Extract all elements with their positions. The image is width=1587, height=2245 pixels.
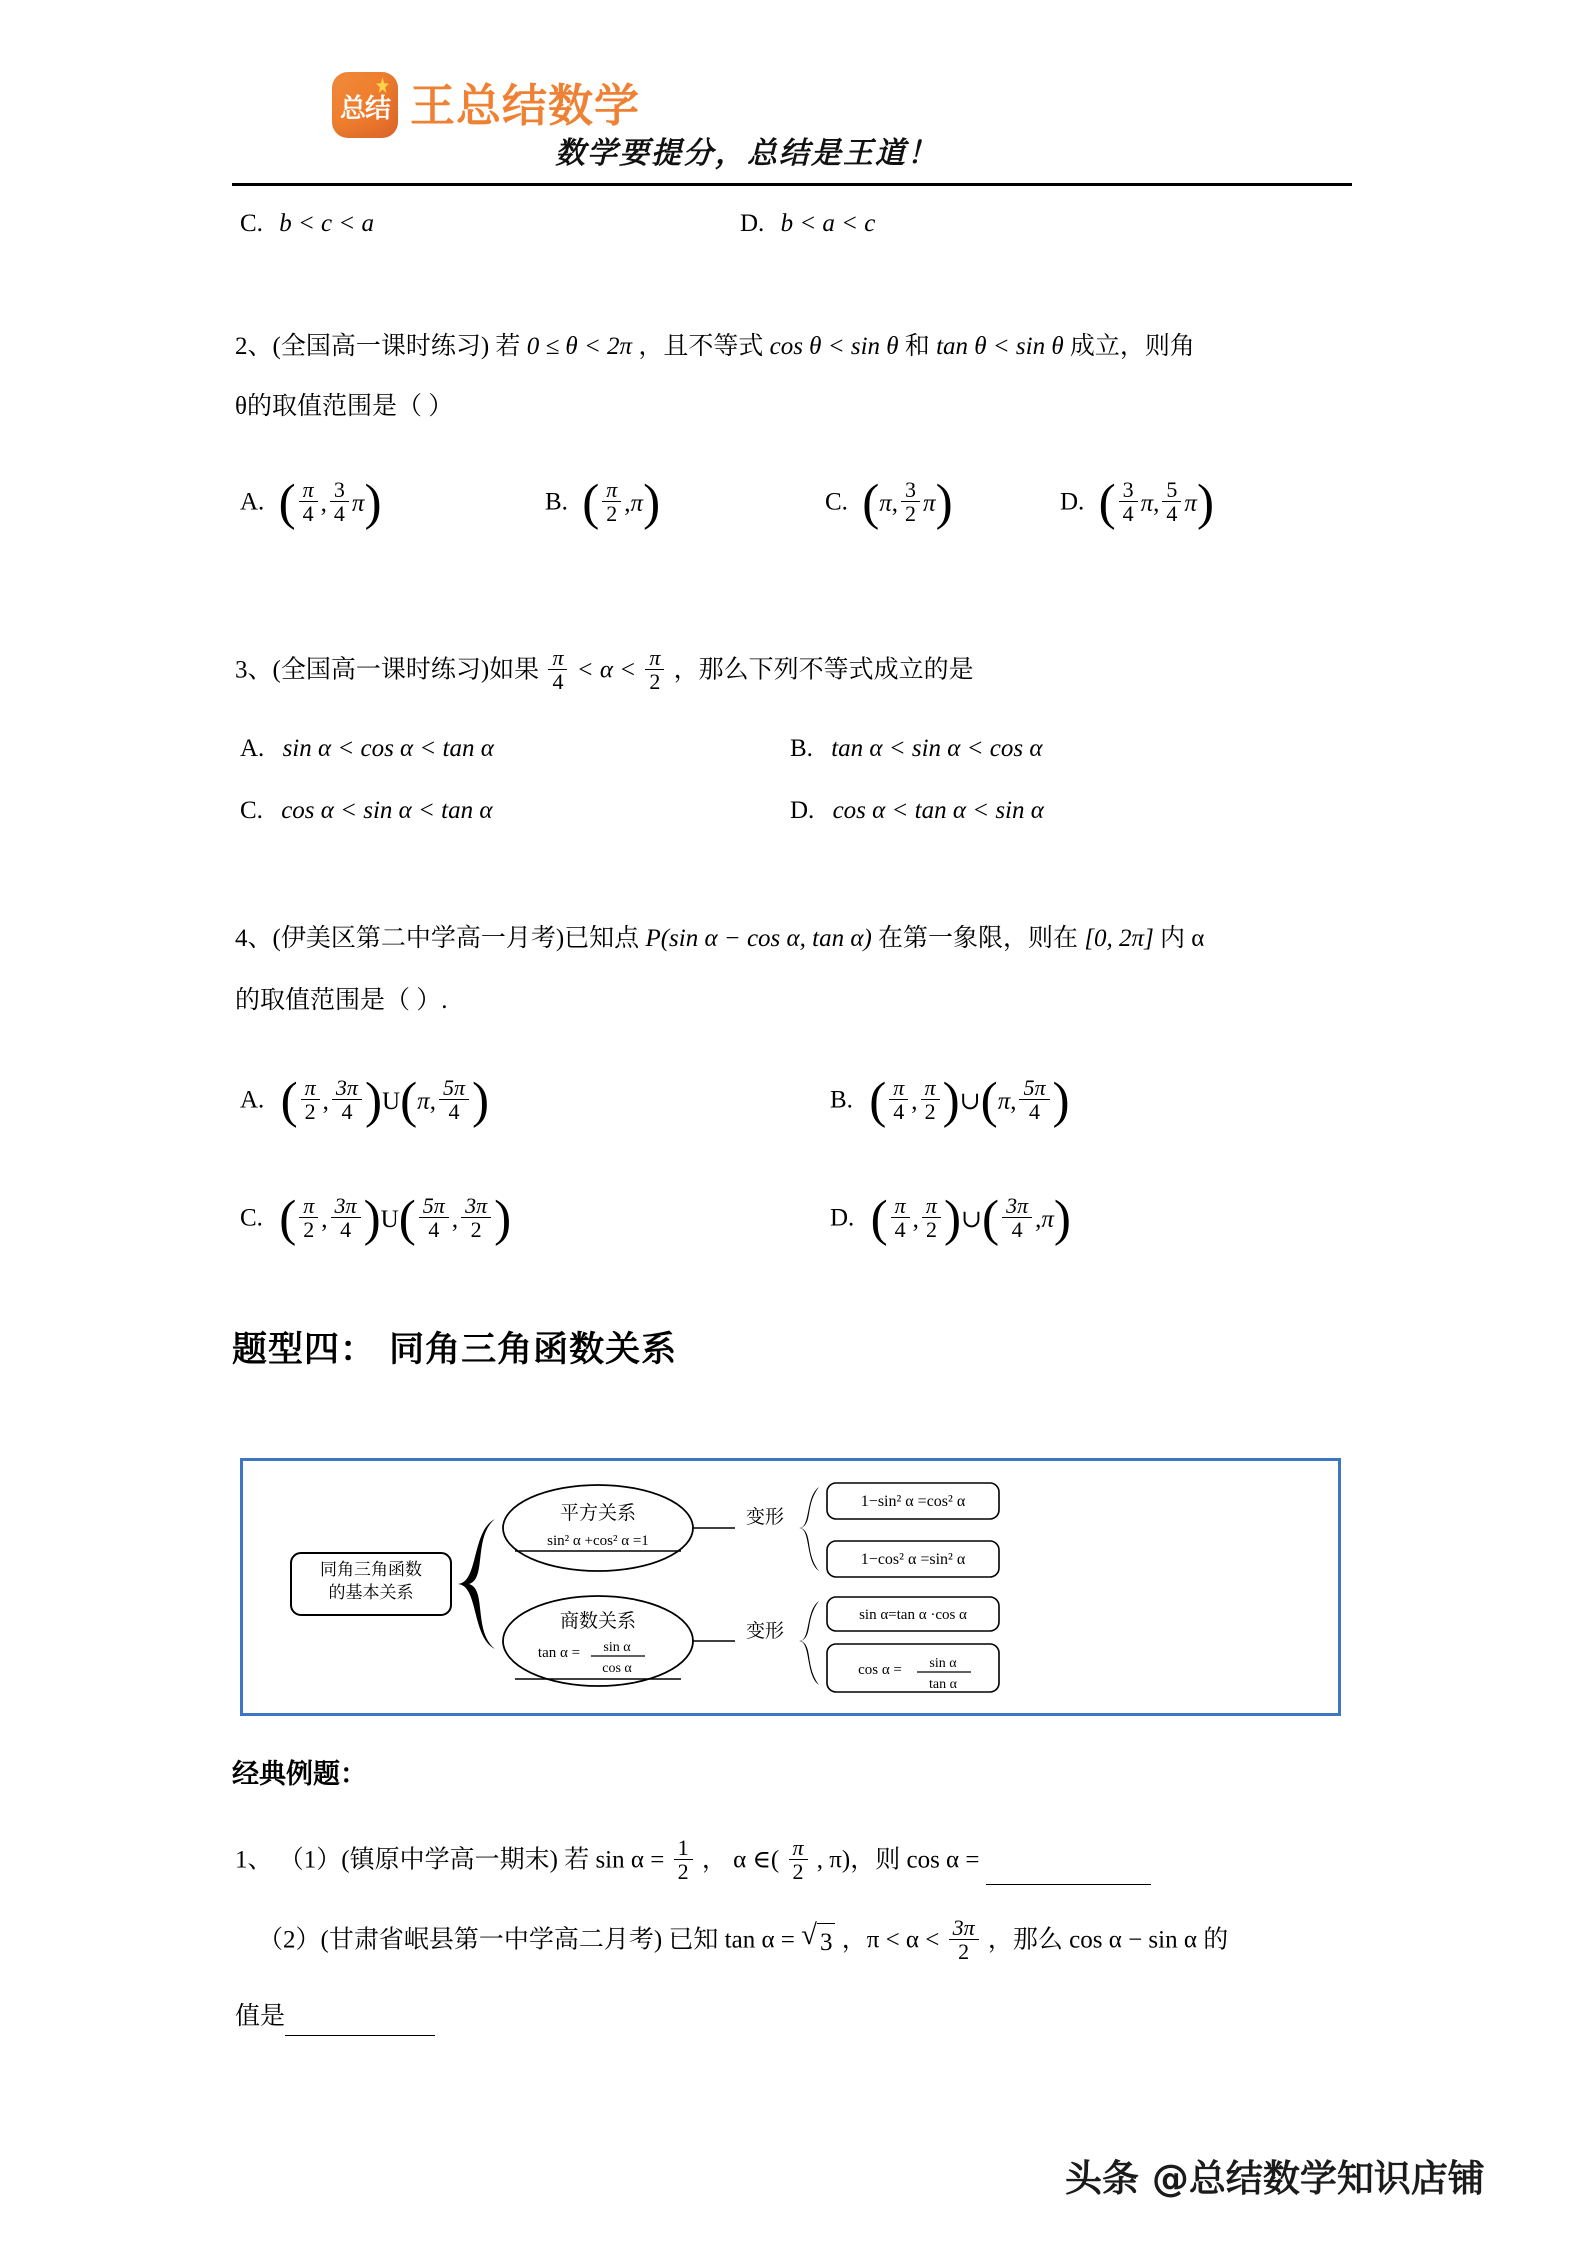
mindmap-leaf-2b-den: tan α — [929, 1677, 957, 1692]
q2-option-d-left-frac: $\frac{3}{4}$ — [1119, 478, 1138, 525]
section-heading: 题型四： 同角三角函数关系 — [232, 1330, 678, 1370]
q2-line1-d: 成立，则角 — [1069, 333, 1195, 360]
q4-option-b-union: ∪ — [959, 1087, 981, 1115]
mindmap-leaf-2b-num: sin α — [929, 1656, 957, 1671]
q3-option-a — [240, 730, 494, 768]
q4-point: P(sin α − cos α, tan α) — [645, 925, 872, 952]
q4-option-a-union: U — [382, 1087, 401, 1115]
paren-open: ( — [582, 473, 600, 531]
mindmap-branch2-formula-lhs: tan α = — [537, 1645, 581, 1661]
paren-open: ( — [869, 1071, 887, 1129]
sparkle-icon — [376, 77, 389, 93]
paren-close: ) — [1196, 473, 1215, 531]
q2-option-a-right-frac: $\frac{3}{4}$ — [330, 478, 349, 525]
q2-line1-a: 若 — [495, 333, 521, 360]
mindmap-branch1-title: 平方关系 — [559, 1503, 637, 1524]
paren-close: ) — [935, 473, 953, 531]
q2-option-c-right-frac: $\frac{3}{2}$ — [901, 478, 920, 525]
example1-part1 — [235, 1835, 1151, 1885]
paren-close: ) — [1053, 1189, 1071, 1247]
q4-option-d: D. ( $\frac{\pi}{4}$ , $\frac{\pi}{2}$ ) ∪ ( $\frac{3\pi}{4}$ , π ) — [830, 1189, 1071, 1247]
paren-open: ( — [1098, 473, 1116, 531]
paren-close: ) — [363, 1189, 381, 1247]
mindmap-root-line1: 同角三角函数 — [320, 1560, 422, 1579]
footer-watermark: 头条 @总结数学知识店铺 — [1065, 2157, 1485, 2200]
q4-stem-line1 — [235, 920, 1204, 958]
q3-option-a-label: A. — [240, 735, 265, 762]
q3-option-b — [790, 730, 1043, 768]
example1-part2-answer-blank[interactable] — [285, 2008, 435, 2035]
paren-open: ( — [862, 473, 880, 531]
q1-option-d-label: D. — [740, 210, 765, 237]
paren-close: ) — [1052, 1071, 1070, 1129]
q2-line1-b: ，且不等式 — [638, 333, 764, 360]
examples-heading: 经典例题： — [232, 1759, 367, 1790]
q2-option-b: B. ( $\frac{\pi}{2}$ , π ) — [545, 473, 661, 531]
q3-stem-b: ，那么下列不等式成立的是 — [673, 656, 974, 684]
mindmap-leaf-1b-text: 1−cos² α =sin² α — [860, 1551, 966, 1568]
q1-option-c-label: C. — [240, 210, 263, 237]
example1-part1-c: , π)，则 cos α = — [816, 1846, 980, 1874]
example1-part1-label: （1） — [278, 1846, 342, 1874]
mindmap-branch2-formula-num: sin α — [603, 1640, 631, 1655]
example1-part2-line2 — [235, 1998, 435, 2036]
q4-line1-b: 在第一象限，则在 — [878, 925, 1079, 952]
mindmap-branch1-formula: sin² α +cos² α =1 — [547, 1533, 649, 1549]
example1-part2-frac: $\frac{3\pi}{2}$ — [949, 1916, 979, 1963]
q2-option-c-label: C. — [825, 488, 848, 516]
brand-slogan: 数学要提分，总结是王道！ — [555, 137, 939, 170]
q1-option-c-expr: b < c < a — [279, 210, 375, 237]
mindmap-transform-label-1: 变形 — [745, 1507, 785, 1528]
q4-option-b: B. ( $\frac{\pi}{4}$ , $\frac{\pi}{2}$ ) ∪ ( π , $\frac{5\pi}{4}$ ) — [830, 1071, 1070, 1129]
q2-stem-line2: θ的取值范围是（ ） — [235, 393, 454, 420]
q2-stem-line1 — [235, 328, 1195, 366]
q4-option-c-label: C. — [240, 1204, 263, 1232]
example1-part1-source: (镇原中学高一期末) — [341, 1846, 558, 1874]
mindmap-brace-1 — [799, 1487, 819, 1571]
mindmap-branch1-ellipse — [503, 1485, 693, 1571]
paren-open: ( — [400, 1071, 418, 1129]
mindmap-root-brace — [457, 1519, 495, 1649]
q1-option-d — [740, 205, 875, 243]
mindmap-brace-2 — [799, 1601, 819, 1685]
q2-option-d: D. ( $\frac{3}{4}$ π , $\frac{5}{4}$ π ) — [1060, 473, 1215, 531]
mindmap-branch2-ellipse — [503, 1596, 693, 1686]
example1-part2-label: （2） — [258, 1926, 321, 1954]
q2-option-b-left-frac: $\frac{\pi}{2}$ — [602, 478, 621, 525]
q2-option-d-label: D. — [1060, 488, 1085, 516]
q3-option-c-label: C. — [240, 797, 263, 824]
mindmap-diagram — [240, 1458, 1341, 1716]
q4-option-c: C. ( $\frac{\pi}{2}$ , $\frac{3\pi}{4}$ ) U ( $\frac{5\pi}{4}$ , $\frac{3\pi}{2}$ ) — [240, 1189, 512, 1247]
q1-option-d-expr: b < a < c — [780, 210, 876, 237]
paren-close: ) — [943, 1189, 962, 1247]
q3-option-a-expr: sin α < cos α < tan α — [282, 735, 494, 762]
q2-option-d-right-frac: $\frac{5}{4}$ — [1162, 478, 1181, 525]
paren-open: ( — [980, 1071, 998, 1129]
paren-open: ( — [280, 1071, 298, 1129]
paren-close: ) — [471, 1071, 490, 1129]
example1-part1-frac: $\frac{1}{2}$ — [674, 1836, 693, 1883]
q3-source: (全国高一课时练习) — [272, 656, 490, 684]
q3-mid: < α < — [576, 656, 637, 684]
example1-part1-answer-blank[interactable] — [986, 1858, 1151, 1885]
example1-part2-b: ，π < α < — [841, 1926, 940, 1954]
q3-option-c — [240, 792, 493, 830]
q2-inequality-1: cos θ < sin θ — [769, 333, 899, 360]
example1-part2-line2-text: 值是 — [235, 2003, 286, 2030]
paren-close: ) — [364, 473, 382, 531]
q4-number: 4、 — [235, 925, 273, 952]
mindmap-transform-label-2: 变形 — [745, 1621, 785, 1642]
q3-option-b-label: B. — [790, 735, 813, 762]
q4-option-d-label: D. — [830, 1204, 855, 1232]
q4-source: (伊美区第二中学高一月考) — [272, 925, 565, 952]
example1-part2-source: (甘肃省岷县第一中学高二月考) — [320, 1926, 663, 1954]
mindmap-leaf-2b-box — [827, 1644, 999, 1692]
example1-part2-a: 已知 tan α = — [668, 1926, 795, 1954]
q4-line1-a: 已知点 — [564, 925, 640, 952]
q3-option-d-expr: cos α < tan α < sin α — [832, 797, 1044, 824]
example1-part1-a: 若 sin α = — [564, 1846, 665, 1874]
q3-frac-1: $\frac{\pi}{4}$ — [548, 646, 567, 693]
q4-option-a: A. ( $\frac{\pi}{2}$ , $\frac{3\pi}{4}$ ) U ( π , $\frac{5\pi}{4}$ ) — [240, 1071, 490, 1129]
q3-stem-a: 如果 — [489, 656, 540, 684]
q3-option-c-expr: cos α < sin α < tan α — [281, 797, 493, 824]
example1-part2 — [258, 1915, 1229, 1965]
q2-condition: 0 ≤ θ < 2π — [526, 333, 633, 360]
mindmap-branch2-formula-den: cos α — [602, 1661, 632, 1676]
paren-close: ) — [364, 1071, 383, 1129]
q4-option-b-label: B. — [830, 1086, 853, 1114]
q2-option-b-label: B. — [545, 488, 568, 516]
q3-option-d-label: D. — [790, 797, 815, 824]
paren-open: ( — [981, 1189, 1000, 1247]
q3-option-b-expr: tan α < sin α < cos α — [831, 735, 1043, 762]
q3-number: 3、 — [235, 656, 273, 684]
header-divider — [232, 183, 1352, 186]
paren-close: ) — [942, 1071, 960, 1129]
paren-open: ( — [279, 1189, 297, 1247]
q2-number: 2、 — [235, 333, 273, 360]
q4-interval: [0, 2π] — [1084, 925, 1154, 952]
q2-inequality-2: tan θ < sin θ — [936, 333, 1064, 360]
logo-badge-icon — [332, 72, 398, 138]
q3-stem — [235, 645, 974, 695]
paren-open: ( — [870, 1189, 888, 1247]
example1-part1-b: ， α ∈( — [701, 1846, 780, 1874]
q2-line1-c: 和 — [904, 333, 930, 360]
paren-open: ( — [398, 1189, 416, 1247]
q1-option-c — [240, 205, 374, 243]
example1-part1-frac2: $\frac{\pi}{2}$ — [789, 1836, 808, 1883]
mindmap-root-line2: 的基本关系 — [328, 1583, 414, 1602]
mindmap-leaf-1a-text: 1−sin² α =cos² α — [860, 1493, 966, 1510]
q3-frac-2: $\frac{\pi}{2}$ — [645, 646, 664, 693]
q2-option-c: C. ( π , $\frac{3}{2}$ π ) — [825, 473, 953, 531]
example1-number: 1、 — [235, 1846, 273, 1874]
q4-option-c-union: U — [380, 1205, 399, 1233]
q2-source: (全国高一课时练习) — [272, 333, 490, 360]
q2-option-a: A. ( $\frac{\pi}{4}$ , $\frac{3}{4}$ π ) — [240, 473, 382, 531]
paren-close: ) — [494, 1189, 512, 1247]
q4-stem-line2: 的取值范围是（ ）. — [235, 987, 448, 1014]
brand-name: 王总结数学 — [410, 78, 641, 132]
q4-option-a-label: A. — [240, 1086, 265, 1114]
example1-part2-sqrt: √ 3 — [801, 1921, 835, 1962]
q2-option-a-label: A. — [240, 488, 265, 516]
example1-part2-c: ，那么 cos α − sin α 的 — [987, 1926, 1229, 1954]
mindmap-leaf-2b-lhs: cos α = — [858, 1662, 902, 1678]
mindmap-branch2-title: 商数关系 — [559, 1611, 637, 1632]
logo-badge-text: 总结 — [339, 93, 390, 123]
q2-option-a-left-frac: $\frac{\pi}{4}$ — [299, 478, 318, 525]
q3-option-d — [790, 792, 1044, 830]
mindmap-leaf-2a-text: sin α=tan α ·cos α — [859, 1607, 967, 1623]
q4-line1-c: 内 α — [1160, 925, 1205, 952]
paren-open: ( — [278, 473, 296, 531]
q4-option-d-union: ∪ — [961, 1205, 982, 1233]
paren-close: ) — [643, 473, 661, 531]
